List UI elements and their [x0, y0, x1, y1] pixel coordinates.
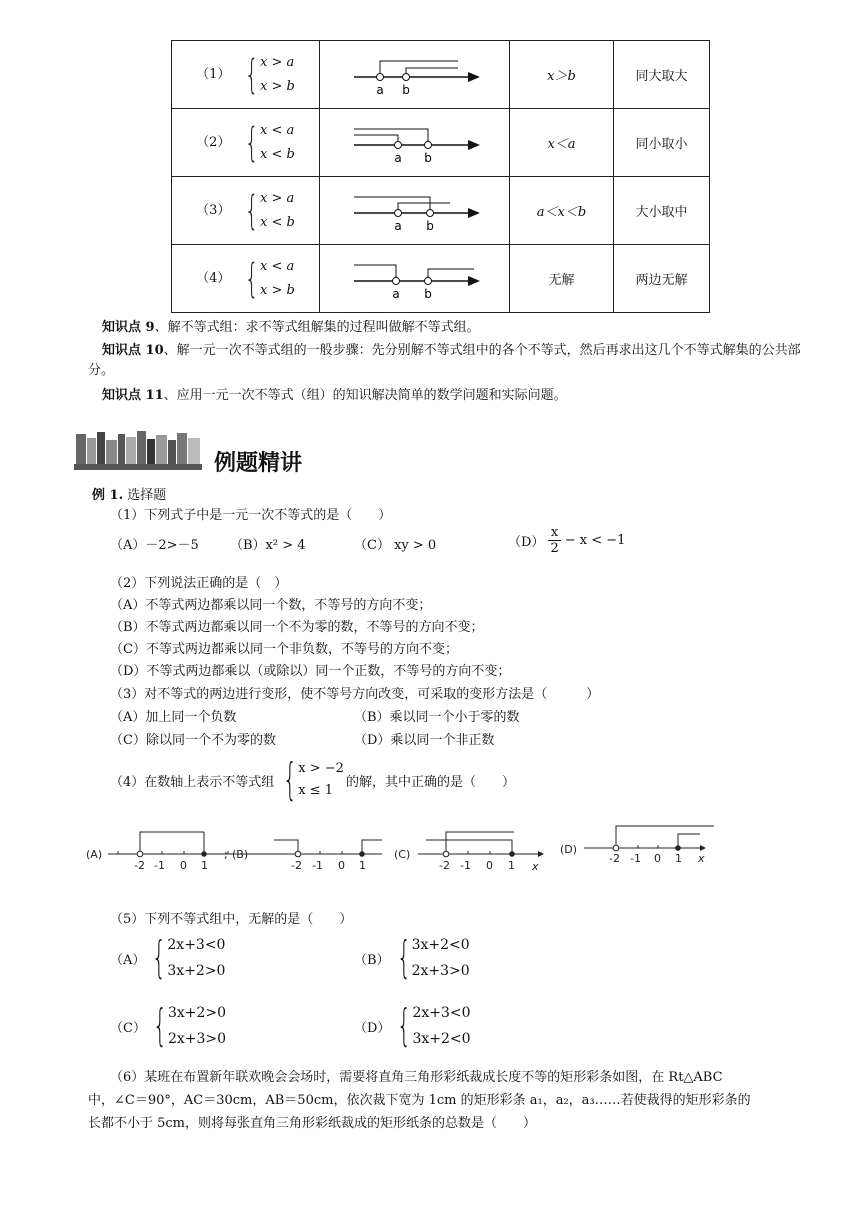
q3-option-c: （C）除以同一个不为零的数: [110, 733, 276, 748]
q6-line-3: 长都不小于 5cm，则将每张直角三角形彩纸裁成的矩形纸条的总数是（ ）: [88, 1116, 537, 1131]
svg-text:x: x: [532, 860, 539, 873]
q4-label-d: (D): [560, 843, 578, 856]
number-line-diagram: [340, 251, 490, 303]
result-cell: a＜x＜b: [510, 177, 614, 245]
knowledge-point-11: 知识点 11、应用一元一次不等式（组）的知识解决简单的数学问题和实际问题。: [102, 388, 567, 403]
q4-stem: （4）在数轴上表示不等式组 { x > −2 x ≤ 1 的解，其中正确的是（ ）: [110, 754, 515, 805]
knowledge-point-9: 知识点 9、解不等式组：求不等式组解集的过程叫做解不等式组。: [102, 320, 480, 335]
section-title: 例题精讲: [214, 451, 303, 476]
sys-line: x < b: [260, 214, 295, 230]
result-cell: x＜a: [510, 109, 614, 177]
q1-option-d: （D） x 2 − x < −1: [508, 525, 626, 556]
example-heading: 例 1. 选择题: [92, 488, 167, 503]
rule-cell: 两边无解: [614, 245, 710, 313]
number-line-cell: [320, 109, 510, 177]
system-cell: （2） { x < a x < b: [172, 109, 320, 177]
result-cell: x＞b: [510, 41, 614, 109]
q4-label-c: (C): [394, 848, 411, 861]
number-line-diagram: [340, 115, 490, 167]
number-line-diagram: [340, 183, 490, 235]
rule-cell: 大小取中: [614, 177, 710, 245]
rule-cell: 同小取小: [614, 109, 710, 177]
q3-option-d: （D）乘以同一个非正数: [354, 733, 495, 748]
svg-text:-2: -2: [439, 859, 450, 872]
svg-text:-1: -1: [154, 859, 165, 872]
q1-stem: （1）下列式子中是一元一次不等式的是（ ）: [110, 508, 392, 523]
sys-line: x > a: [260, 190, 295, 206]
q6-line-2: 中，∠C＝90°，AC＝30cm，AB＝50cm，依次裁下宽为 1cm 的矩形彩条 a₁，a₂，a₃……若使裁得的矩形彩条的: [88, 1093, 751, 1108]
q2-stem: （2）下列说法正确的是（ ）: [110, 576, 288, 591]
tick-label-b: b: [423, 286, 432, 301]
q4-label-a: (A): [86, 848, 103, 861]
tick-label-a: a: [391, 286, 400, 301]
q3-option-b: （B）乘以同一个小于零的数: [354, 710, 520, 725]
q2-option-b: （B）不等式两边都乘以同一个不为零的数，不等号的方向不变；: [110, 620, 484, 635]
svg-text:-2: -2: [609, 852, 620, 865]
q3-option-a: （A）加上同一个负数: [110, 710, 237, 725]
svg-text:-2: -2: [134, 859, 145, 872]
q4-label-b: (B): [232, 848, 249, 861]
q1-option-c: （C） xy > 0: [354, 538, 437, 553]
number-line-diagram: [340, 47, 490, 99]
table-row: [172, 41, 710, 109]
svg-text:1: 1: [508, 859, 515, 872]
inequality-table: [171, 40, 710, 313]
q4-separator: ;: [224, 848, 228, 861]
section-header: [74, 428, 204, 476]
q5-option-a: （A） { 2x+3<0 3x+2>0: [110, 932, 226, 983]
svg-text:-2: -2: [291, 859, 302, 872]
svg-text:1: 1: [359, 859, 366, 872]
svg-text:0: 0: [486, 859, 493, 872]
sys-line: x < b: [260, 146, 295, 162]
q4-number-lines: [84, 824, 724, 876]
q1-option-a: （A）－2>－5: [110, 538, 199, 553]
number-line-cell: [320, 177, 510, 245]
tick-label-b: b: [425, 218, 434, 233]
sys-line: x > b: [260, 78, 295, 94]
q5-stem: （5）下列不等式组中，无解的是（ ）: [110, 912, 353, 927]
q2-option-a: （A）不等式两边都乘以同一个数，不等号的方向不变；: [110, 598, 432, 613]
books-icon: [74, 428, 204, 472]
knowledge-point-10: 知识点 10、解一元一次不等式组的一般步骤：先分别解不等式组中的各个不等式，然后再求出这几个不等式解集的公共部分。: [88, 343, 801, 378]
tick-label-a: a: [375, 82, 384, 97]
system-cell: （1） { x > a x > b: [172, 41, 320, 109]
svg-text:-1: -1: [460, 859, 471, 872]
q2-option-c: （C）不等式两边都乘以同一个非负数，不等号的方向不变；: [110, 642, 458, 657]
svg-text:1: 1: [201, 859, 208, 872]
svg-text:1: 1: [675, 852, 682, 865]
tick-label-a: a: [393, 218, 402, 233]
table-row: [172, 109, 710, 177]
sys-line: x > a: [260, 54, 295, 70]
number-line-cell: [320, 41, 510, 109]
number-line-cell: [320, 245, 510, 313]
svg-text:-1: -1: [312, 859, 323, 872]
table-row: [172, 177, 710, 245]
sys-line: x < a: [260, 122, 295, 138]
svg-text:-1: -1: [630, 852, 641, 865]
svg-text:x: x: [698, 852, 705, 865]
result-cell: 无解: [510, 245, 614, 313]
table-row: [172, 245, 710, 313]
q5-option-b: （B） { 3x+2<0 2x+3>0: [354, 932, 470, 983]
system-cell: （3） { x > a x < b: [172, 177, 320, 245]
tick-label-b: b: [423, 150, 432, 165]
svg-text:0: 0: [338, 859, 345, 872]
sys-line: x < a: [260, 258, 295, 274]
q1-option-b: （B）x² > 4: [230, 538, 306, 553]
svg-text:0: 0: [180, 859, 187, 872]
q5-option-d: （D） { 2x+3<0 3x+2<0: [354, 1000, 471, 1051]
system-cell: （4） { x < a x > b: [172, 245, 320, 313]
tick-label-b: b: [401, 82, 410, 97]
q5-option-c: （C） { 3x+2>0 2x+3>0: [110, 1000, 227, 1051]
tick-label-a: a: [393, 150, 402, 165]
q6-line-1: （6）某班在布置新年联欢晚会会场时，需要将直角三角形彩纸裁成长度不等的矩形彩条如图，在 Rt△ABC: [110, 1070, 723, 1085]
svg-text:0: 0: [654, 852, 661, 865]
rule-cell: 同大取大: [614, 41, 710, 109]
q2-option-d: （D）不等式两边都乘以（或除以）同一个正数，不等号的方向不变；: [110, 664, 511, 679]
q3-stem: （3）对不等式的两边进行变形，使不等号方向改变，可采取的变形方法是（ ）: [110, 687, 600, 702]
sys-line: x > b: [260, 282, 295, 298]
